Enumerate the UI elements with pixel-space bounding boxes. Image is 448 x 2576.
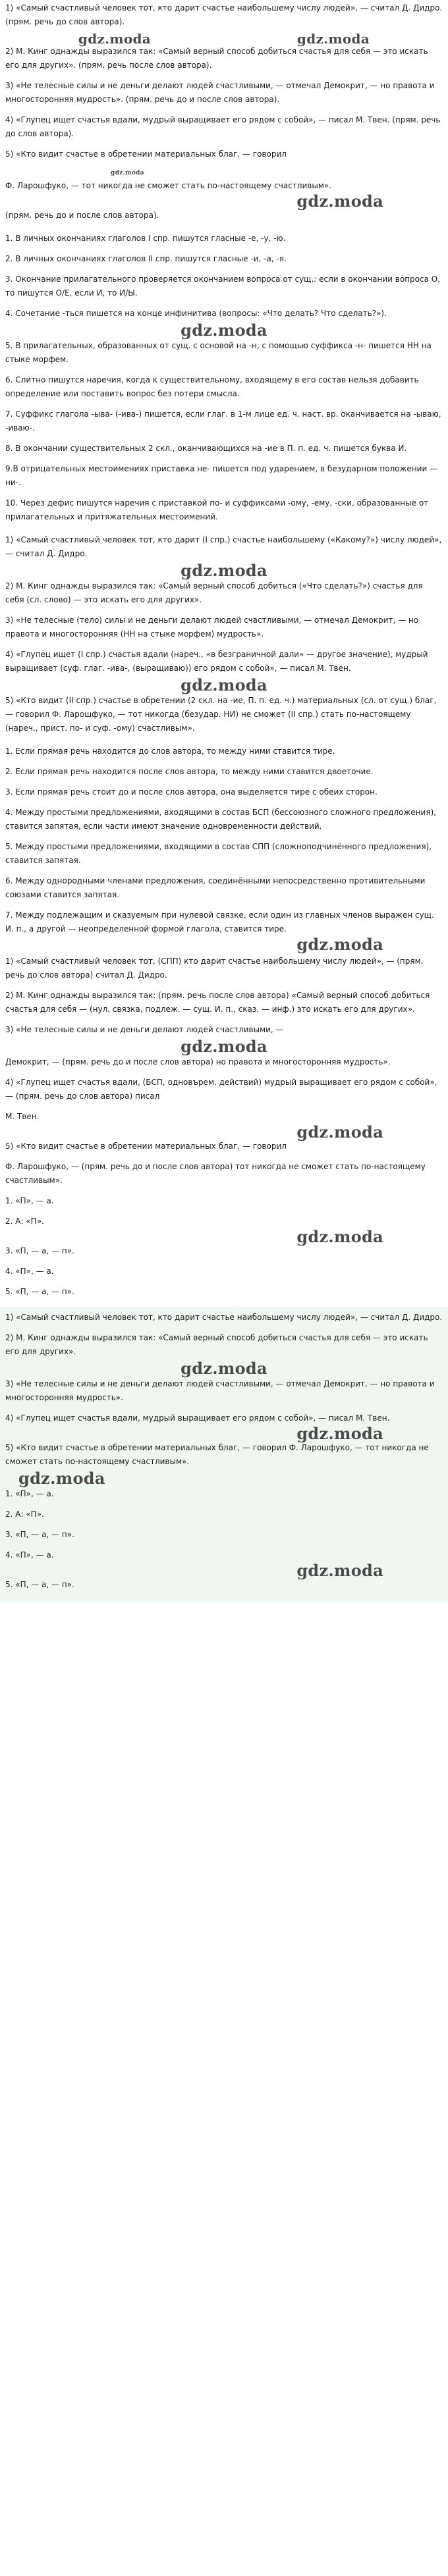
paragraph: 4) «Глупец ищет счастья вдали, (БСП, одновърем. действий) мудрый выращивает его рядом с собой», — (прям. речь до слов автора) писал	[5, 1078, 437, 1101]
rule-item: 2. Если прямая речь находится после слов автора, то между ними ставится двоеточие.	[5, 767, 374, 776]
rule-item: 10. Через дефис пишутся наречия с приставкой по- и суффиксами -ому, -ему, -ски, образованные от прилагательных и притяжательных местоимений.	[5, 498, 429, 521]
rule-item: 8. В окончании существительных 2 скл., оканчивающихся на -ие в П. п. ед. ч. пишется буква И.	[5, 444, 407, 453]
watermark: gdz.moda	[296, 31, 370, 47]
section-punctuation-rules	[5, 743, 443, 953]
paragraph: 2) М. Кинг однажды выразился так: «Самый верный способ добиться счастья для себя — это искать его для других».	[5, 1333, 428, 1356]
paragraph: 2) М. Кинг однажды выразился так: «Самый верный способ добиться счастья для себя — это искать его для других». (прям. речь после слов автора).	[5, 47, 428, 70]
scheme-item: 4. «П», — а.	[5, 1550, 54, 1560]
paragraph: 1) «Самый счастливый человек тот, кто дарит счастье наибольшему числу людей», — считал Д. Дидро. (прям. речь до слов автора).	[5, 3, 443, 26]
watermark: gdz.moda	[181, 561, 267, 580]
section-final-answer	[0, 1307, 448, 1602]
rule-item: 9.В отрицательных местоимениях приставка не- пишется под ударением, в безударном положении — ни-.	[5, 464, 438, 487]
paragraph: 2) М. Кинг однажды выразился так: «Самый верный способ добиться («Что сделать?») счастья для себя (сл. слово) — это искать его для других».	[5, 581, 423, 604]
rule-item: 7. Между подлежащим и сказуемым при нулевой связке, если один из главных членов выражен сущ. И. п., а другой — неопределенной формой глагола, ставится тире.	[5, 910, 434, 933]
scheme-item: 5. «П, — а, — п».	[5, 1580, 74, 1589]
paragraph: 3) «Не телесные (тело) силы и не деньги делают людей счастливыми, — отмечал Демокрит, — но правота и многосторонняя (НН на стыке морфем) мудрость».	[5, 616, 419, 639]
paragraph: 3) «Не телесные силы и не деньги делают людей счастливыми, —	[5, 1025, 284, 1034]
paragraph: 5) «Кто видит счастье в обретении материальных благ, — говорил Ф. Ларошфуко, — тот никогда не сможет стать по-настоящему счастливым».	[5, 1443, 429, 1466]
paragraph: М. Твен.	[5, 1112, 40, 1121]
scheme-item: 3. «П, — а, — п».	[5, 1246, 74, 1255]
scheme-item: 1. «П», — а.	[5, 1196, 54, 1205]
paragraph: 1) «Самый счастливый человек тот, кто дарит (I спр.) счастье наибольшему («Какому?») числу людей», — считал Д. Дидро.	[5, 535, 442, 558]
paragraph: Ф. Ларошфуко, — (прям. речь до и после слов автора) тот никогда не сможет стать по-настоящему счастливым».	[5, 1162, 426, 1185]
watermark-small: gdz.moda	[111, 170, 144, 176]
watermark: gdz.moda	[296, 1424, 383, 1443]
scheme-item: 1. «П», — а.	[5, 1489, 54, 1498]
section-rules	[5, 230, 443, 532]
rule-item: 4. Сочетание -ться пишется на конце инфинитива (вопросы: «Что делать? Что сделать?»).	[5, 309, 387, 318]
paragraph: 3) «Не телесные силы и не деньги делают людей счастливыми, — отмечал Демокрит, — но правота и многосторонняя мудрость».	[5, 1379, 435, 1402]
paragraph: 5) «Кто видит (II спр.) счастье в обретении (2 скл. на -ие, П. п. ед. ч.) материальных (сл. от сущ.) благ, — говорил Ф. Ларошфуко, — тот никогда (безудар. НИ) не сможет (II спр.) стать по-настоящему (нареч., прист. по- и суф. -ому) счастливым».	[5, 696, 437, 733]
paragraph: 2) М. Кинг однажды выразился так: (прям. речь после слов автора) «Самый верный способ добиться счастья для себя — (нул. связка, подлеж. — сущ. И. п., сказ. — инф.) это искать его для других».	[5, 991, 430, 1014]
watermark: gdz.moda	[296, 935, 383, 954]
scheme-item: 2. А: «П».	[5, 1217, 44, 1226]
rule-item: 4. Между простыми предложениями, входящими в состав БСП (бессоюзного сложного предложения), ставится запятая, если части имеют значение одновременности действий.	[5, 808, 437, 831]
scheme-item: 2. А: «П».	[5, 1510, 44, 1519]
rule-item: 1. В личных окончаниях глаголов I спр. пишутся гласные -е, -у, -ю.	[5, 234, 286, 243]
rule-item: 5. Между простыми предложениями, входящими в состав СПП (сложноподчинённого предложения), ставится запятая.	[5, 842, 432, 865]
paragraph: 1) «Самый счастливый человек тот, (СПП) кто дарит счастье наибольшему числу людей», — (прям. речь до слов автора) считал Д. Дидро.	[5, 957, 424, 980]
rule-item: 7. Суффикс глагола -ыва- (-ива-) пишется, если глаг. в 1-м лице ед. ч. наст. вр. оканчивается на -ываю, -иваю-.	[5, 409, 441, 433]
watermark: gdz.moda	[181, 675, 267, 695]
rule-item: 6. Между однородными членами предложения, соединёнными непосредственно противительными союзами ставится запятая.	[5, 876, 426, 899]
watermark: gdz.moda	[181, 1037, 267, 1056]
watermark: gdz.moda	[78, 31, 152, 47]
paragraph: 5) «Кто видит счастье в обретении материальных благ, — говорил	[5, 1142, 287, 1151]
watermark: gdz.moda	[296, 1227, 383, 1246]
paragraph: 3) «Не телесные силы и не деньги делают людей счастливыми, — отмечал Демокрит, — но правота и многосторонняя мудрость». (прям. речь до и после слов автора).	[5, 81, 435, 104]
paragraph: 5) «Кто видит счастье в обретении материальных благ, — говорил	[5, 149, 287, 159]
watermark: gdz.moda	[296, 1122, 383, 1142]
paragraph: 4) «Глупец ищет счастья вдали, мудрый выращивает его рядом с собой», — писал М. Твен. (прям. речь до слов автора).	[5, 115, 441, 138]
paragraph: Ф. Ларошфуко, — тот никогда не сможет стать по-настоящему счастливым».	[5, 181, 332, 190]
watermark: gdz.moda	[18, 1469, 105, 1488]
rule-item: 5. В прилагательных, образованных от сущ. с основой на -н, с помощью суффикса -н- пишется НН на стыке морфем.	[5, 341, 432, 364]
paragraph: 1) «Самый счастливый человек тот, кто дарит счастье наибольшему числу людей», — считал Д. Дидро.	[5, 1313, 443, 1322]
scheme-item: 4. «П», — а.	[5, 1267, 54, 1276]
scheme-item: 5. «П, — а, — п».	[5, 1287, 74, 1296]
paragraph: (прям. речь до и после слов автора).	[5, 211, 159, 220]
rule-item: 2. В личных окончаниях глаголов II спр. пишутся гласные -и, -а, -я.	[5, 254, 287, 263]
rule-item: 6. Слитно пишутся наречия, когда к существительному, входящему в его состав нельзя добавить определение или поставить вопрос без потери смысла.	[5, 375, 419, 398]
watermark: gdz.moda	[296, 192, 383, 211]
paragraph: Демокрит, — (прям. речь до и после слов автора) но правота и многосторонняя мудрость».	[5, 1057, 391, 1066]
watermark: gdz.moda	[181, 321, 267, 340]
section-punctuation-analysis	[5, 953, 443, 1307]
rule-item: 3. Окончание прилагательного проверяется окончанием вопроса от сущ.: если в окончании вопроса О, то пишутся О/Е, если И, то И/Ы.	[5, 275, 441, 298]
watermark: gdz.moda	[181, 1359, 267, 1378]
rule-item: 3. Если прямая речь стоит до и после слов автора, она выделяется тире с обеих сторон.	[5, 787, 378, 797]
rule-item: 1. Если прямая речь находится до слов автора, то между ними ставится тире.	[5, 747, 335, 756]
scheme-item: 3. «П, — а, — п».	[5, 1530, 74, 1539]
paragraph: 4) «Глупец ищет счастья вдали, мудрый выращивает его рядом с собой», — писал М. Твен.	[5, 1413, 390, 1423]
paragraph: 4) «Глупец ищет (I спр.) счастья вдали (нареч., «в безграничной дали» — другое значение), мудрый выращивает (суф. глаг. -ива-, (выращиваю)) его рядом с собой», — писал М. Твен.	[5, 650, 428, 673]
section-spelling-analysis	[5, 532, 443, 743]
watermark: gdz.moda	[296, 1561, 383, 1580]
section-direct-speech	[5, 0, 443, 230]
